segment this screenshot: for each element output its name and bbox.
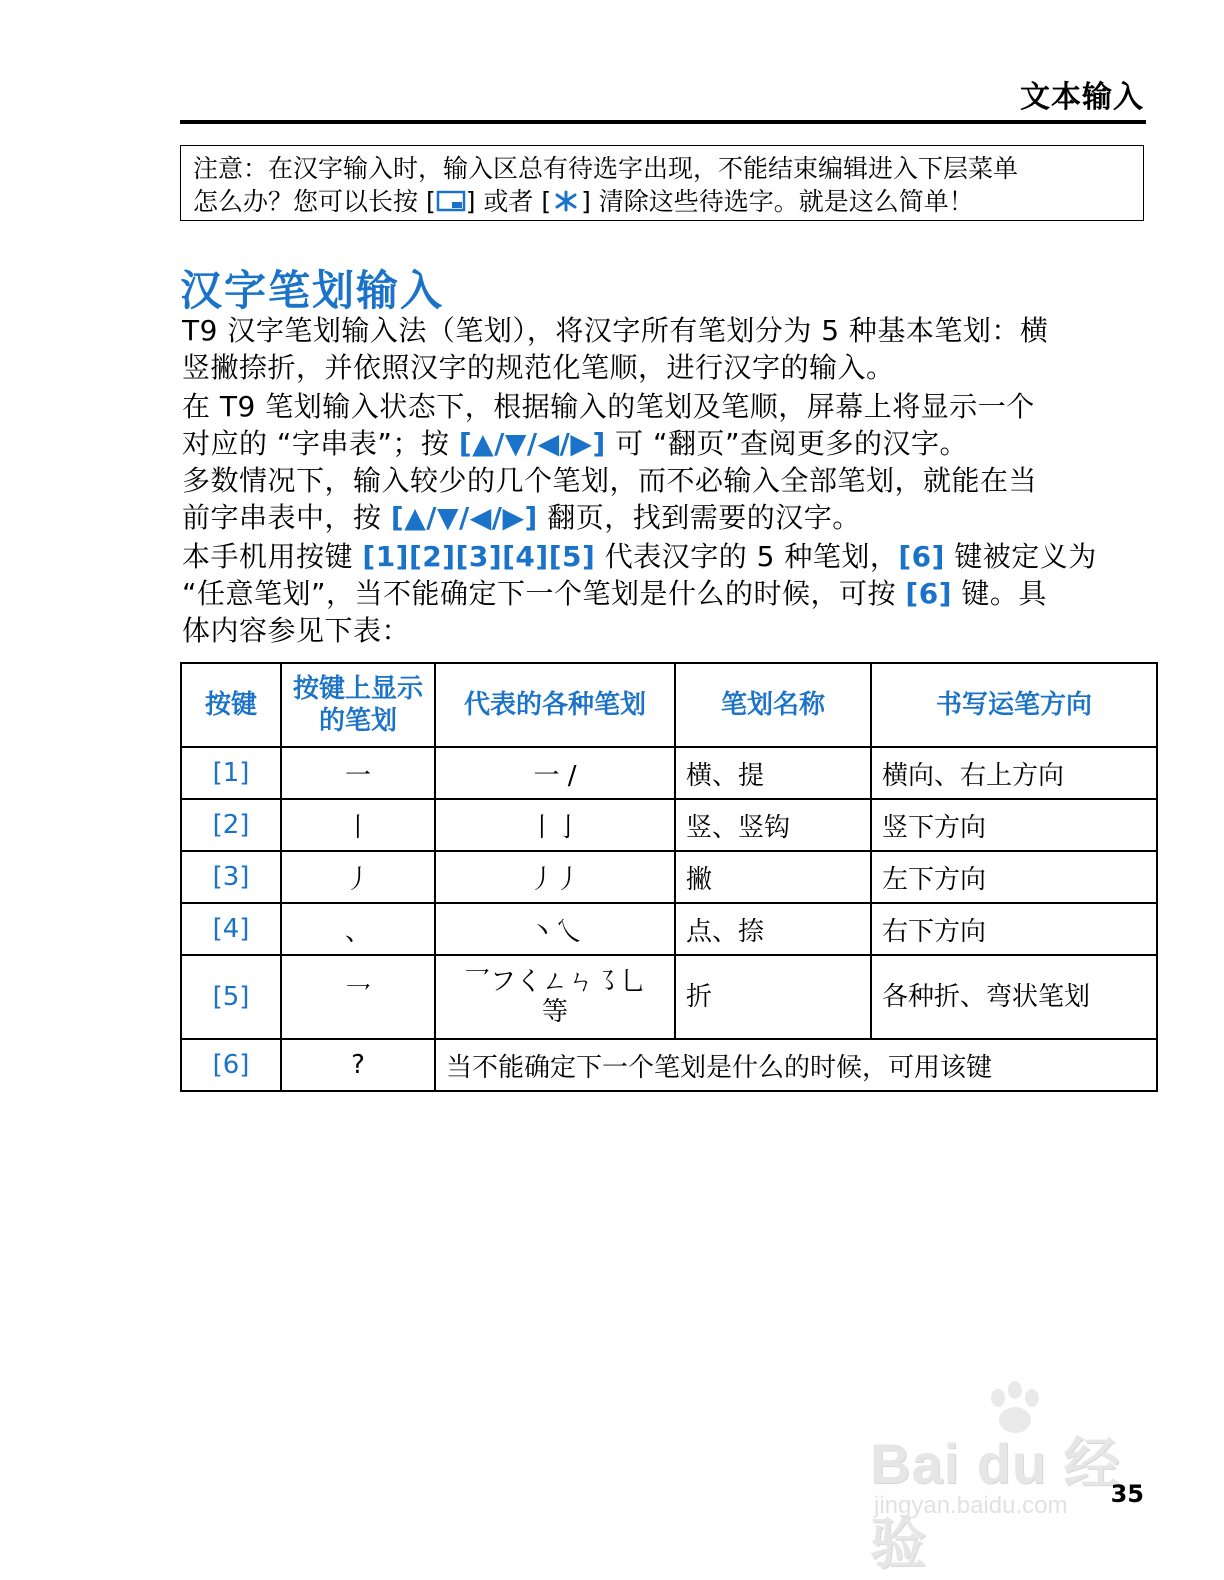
table-header-row [181,663,1157,747]
stroke-name-cell: 横、提 [675,747,871,799]
note-line-1: 注意：在汉字输入时，输入区总有待选字出现，不能结束编辑进入下层菜单 [193,154,1019,183]
table-row [181,851,1157,903]
p2-line-1: 在 T9 笔划输入状态下，根据输入的笔划及笔顺，屏幕上将显示一个 [182,390,1035,423]
note-line-2-end: ] 清除这些待选字。就是这么简单！ [581,187,974,216]
key-cell: [2] [181,799,281,851]
nav-keys-label: [▲/▼/◀/▶] [458,427,606,460]
stroke-name-cell: 撇 [675,851,871,903]
strokes-cell [435,955,675,1039]
note-line-2 [193,185,1131,218]
watermark-brand: Bai du 经验 [870,1432,1121,1575]
note-line-2-start: 怎么办？您可以长按 [ [193,187,436,216]
shown-stroke-cell: 丿 [281,851,435,903]
table-row [181,1039,1157,1091]
p2-line-4 [182,499,1146,536]
strokes-cell: 一 / [435,747,675,799]
header-direction: 书写运笔方向 [871,663,1157,747]
p3-line-1-mid: 代表汉字的 5 种笔划， [595,540,899,573]
star-key-icon [551,189,581,213]
section-title: 汉字笔划输入 [180,266,445,315]
nav-keys-label-2: [▲/▼/◀/▶] [390,501,538,534]
any-key-label-2: [6] [905,577,952,610]
p3-line-2-start: “任意笔划”，当不能确定下一个笔划是什么的时候，可按 [182,577,906,610]
p3-line-2 [182,575,1146,612]
paragraph-1 [182,312,1146,386]
strokes-line-2: 等 [541,997,568,1027]
stroke-keys-label: [1][2][3][4][5] [362,540,596,573]
baidu-watermark [870,1380,1150,1575]
softkey-icon [436,189,466,213]
p2-line-2-end: 可 “翻页”查阅更多的汉字。 [605,427,969,460]
p2-line-2-start: 对应的 “字串表”；按 [182,427,459,460]
table-row [181,747,1157,799]
table-row [181,903,1157,955]
p2-line-2 [182,425,1146,462]
table-row [181,799,1157,851]
p3-line-1-start: 本手机用按键 [182,540,363,573]
p3-line-1-end: 键被定义为 [944,540,1097,573]
paragraph-2 [182,388,1146,536]
shown-stroke-cell: 、 [281,903,435,955]
shown-stroke-cell: ? [281,1039,435,1091]
note-box [180,145,1144,221]
stroke-name-cell: 折 [675,955,871,1039]
strokes-cell: 丶乀 [435,903,675,955]
note-line-2-mid: ] 或者 [ [465,187,552,216]
stroke-name-cell: 点、捺 [675,903,871,955]
header-key: 按键 [181,663,281,747]
header-rule [180,120,1146,124]
direction-cell: 横向、右上方向 [871,747,1157,799]
key-cell: [1] [181,747,281,799]
p1-line-2: 竖撇捺折，并依照汉字的规范化笔顺，进行汉字的输入。 [182,351,895,384]
header-stroke-name: 笔划名称 [675,663,871,747]
watermark-url: jingyan.baidu.com [874,1492,1068,1519]
shown-stroke-cell: 乛 [281,955,435,1039]
p3-line-2-end: 键。具 [952,577,1047,610]
p1-line-1: T9 汉字笔划输入法（笔划），将汉字所有笔划分为 5 种基本笔划：横 [182,314,1049,347]
p3-line-1 [182,538,1146,575]
key-cell: [5] [181,955,281,1039]
direction-cell: 右下方向 [871,903,1157,955]
key-cell: [3] [181,851,281,903]
p2-line-4-end: 翻页，找到需要的汉字。 [537,501,861,534]
direction-cell: 竖下方向 [871,799,1157,851]
p3-line-3: 体内容参见下表： [182,614,411,647]
p2-line-4-start: 前字串表中，按 [182,501,391,534]
paragraph-3 [182,538,1146,649]
p2-line-3: 多数情况下，输入较少的几个笔划，而不必输入全部笔划，就能在当 [182,464,1038,497]
table-row [181,955,1157,1039]
stroke-name-cell: 竖、竖钩 [675,799,871,851]
shown-stroke-cell: 丨 [281,799,435,851]
direction-cell: 左下方向 [871,851,1157,903]
header-strokes: 代表的各种笔划 [435,663,675,747]
description-cell: 当不能确定下一个笔划是什么的时候，可用该键 [435,1039,1157,1091]
strokes-line-1: 乛フくㄥㄣ㇌乚 [463,967,646,997]
page-number: 35 [1110,1480,1144,1508]
stroke-table [180,662,1158,1092]
strokes-cell: 丿丿 [435,851,675,903]
header-shown-stroke: 按键上显示的笔划 [281,663,435,747]
direction-cell: 各种折、弯状笔划 [871,955,1157,1039]
key-cell: [4] [181,903,281,955]
key-cell: [6] [181,1039,281,1091]
any-key-label: [6] [898,540,945,573]
shown-stroke-cell: 一 [281,747,435,799]
page-header-title: 文本输入 [1020,80,1144,115]
strokes-cell: 丨亅 [435,799,675,851]
